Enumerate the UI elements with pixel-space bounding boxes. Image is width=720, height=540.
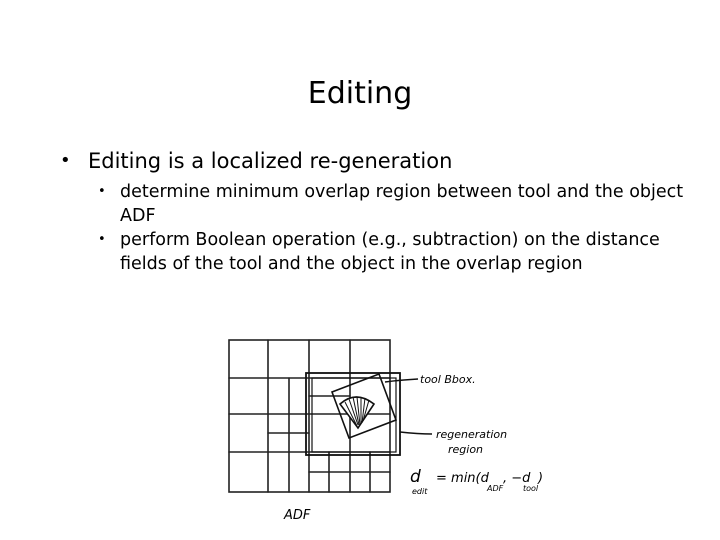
formula-min-open: = min(d xyxy=(436,471,489,486)
sub-bullet-dot-icon: • xyxy=(98,184,106,199)
formula-adf-subscript: ADF xyxy=(487,484,504,493)
slide-title: Editing xyxy=(307,76,413,111)
formula-close: ) xyxy=(538,471,544,486)
regeneration-label-line2: region xyxy=(448,443,484,456)
tool-cone-icon xyxy=(340,397,374,428)
formula-lhs: d xyxy=(410,467,421,487)
formula-tool-subscript: tool xyxy=(523,484,539,493)
regeneration-label-line1: regeneration xyxy=(436,428,508,441)
tool-bbox-label: tool Bbox. xyxy=(420,373,476,386)
sub-bullet-text: determine minimum overlap region between tool and the object ADF xyxy=(120,182,684,226)
sub-bullet-text: perform Boolean operation (e.g., subtraction) on the distance fields of the tool and the object in the overlap region xyxy=(120,230,660,274)
adf-grid-label: ADF xyxy=(284,508,311,523)
formula-minus-d: , −d xyxy=(503,471,531,486)
bullet-dot-icon: • xyxy=(60,150,71,171)
sub-bullet-dot-icon: • xyxy=(98,232,106,247)
edit-distance-formula xyxy=(410,467,543,496)
formula-lhs-subscript: edit xyxy=(412,487,428,496)
bullet-text: Editing is a localized re-generation xyxy=(88,149,453,173)
regeneration-leader xyxy=(400,432,432,434)
